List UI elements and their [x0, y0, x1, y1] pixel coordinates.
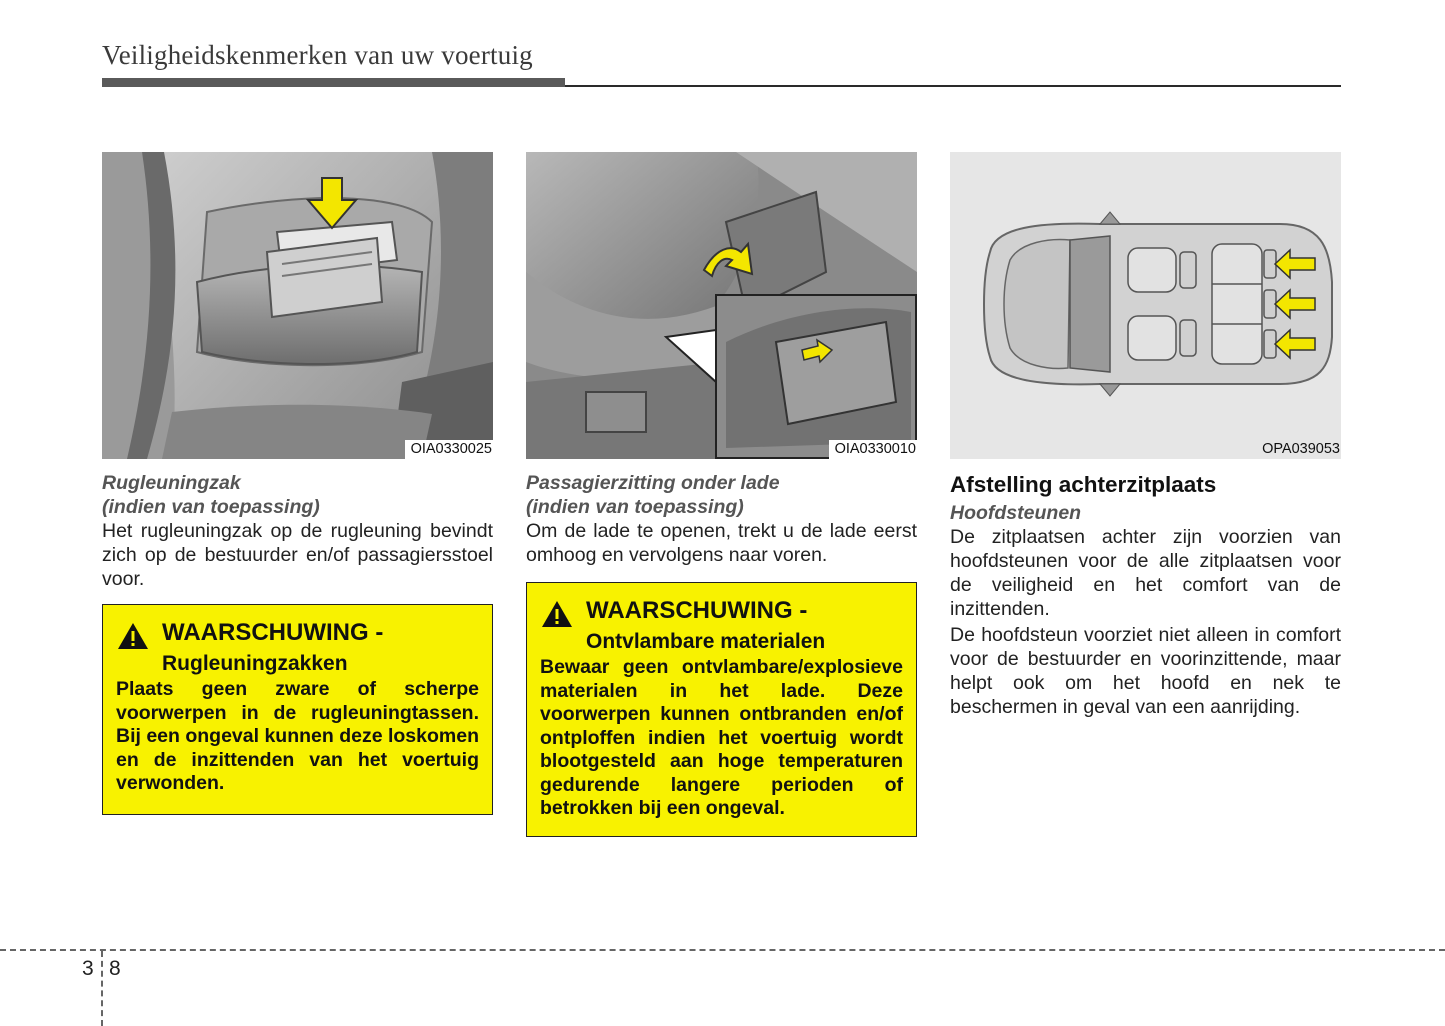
warning-text: Bewaar geen ontvlambare/explosieve materialen in het lade. Deze voorwerpen kunnen ontbranden en/of ontploffen indien het voertuig wordt blootgesteld aan hoge temperaturen gedurende langere perioden of betrokken bij een ongeval.	[540, 656, 903, 819]
subheading-note: (indien van toepassing)	[102, 496, 320, 518]
warning-triangle-icon	[116, 621, 150, 651]
warning-box	[526, 582, 917, 837]
page-number: 8	[109, 957, 121, 980]
figure-under-seat-drawer	[526, 152, 917, 459]
chapter-number: 3	[82, 957, 94, 980]
under-seat-drawer-illustration	[526, 152, 917, 459]
section-title: Afstelling achterzitplaats	[950, 472, 1217, 497]
column-under-seat-drawer	[526, 152, 917, 819]
subheading: Passagierzitting onder lade	[526, 472, 780, 494]
car-top-view-illustration	[950, 152, 1341, 459]
body-paragraph: De zitplaatsen achter zijn voorzien van hoofdsteunen voor de alle zitplaatsen voor de veiligheid en het comfort van de inzittenden.	[950, 526, 1341, 620]
warning-title: WAARSCHUWING -	[162, 619, 384, 646]
subheading-note: (indien van toepassing)	[526, 496, 744, 518]
header-bar	[102, 78, 565, 87]
column-rear-seat-adjustment	[950, 152, 1341, 719]
warning-subtitle: Ontvlambare materialen	[586, 630, 826, 653]
column-seatback-pocket	[102, 152, 493, 794]
arrow-icon	[1275, 250, 1315, 358]
figure-code: OIA0330010	[829, 440, 917, 459]
warning-subtitle: Rugleuningzakken	[162, 652, 348, 675]
figure-code: OPA039053	[1262, 441, 1340, 457]
subheading: Hoofdsteunen	[950, 502, 1082, 524]
page-header-title: Veiligheidskenmerken van uw voertuig	[102, 40, 533, 70]
body-paragraph: Om de lade te openen, trekt u de lade eerst omhoog en vervolgens naar voren.	[526, 520, 917, 566]
figure-rear-headrests	[950, 152, 1341, 459]
figure-code: OIA0330025	[405, 440, 493, 459]
footer-divider	[101, 951, 103, 1026]
subheading: Rugleuningzak	[102, 472, 241, 494]
warning-box	[102, 604, 493, 815]
body-paragraph: De hoofdsteun voorziet niet alleen in comfort voor de bestuurder en voorinzittende, maar helpt ook om het hoofd en nek te beschermen in geval van een aanrijding.	[950, 624, 1341, 718]
header-rule	[565, 85, 1341, 87]
warning-triangle-icon	[540, 599, 574, 629]
seatback-pocket-illustration	[102, 152, 493, 459]
warning-title: WAARSCHUWING -	[586, 597, 808, 624]
warning-text: Plaats geen zware of scherpe voorwerpen in de rugleuningtassen. Bij een ongeval kunnen deze loskomen en de inzittenden van het voertuig verwonden.	[116, 678, 480, 794]
footer-rule	[0, 949, 1445, 951]
body-paragraph: Het rugleuningzak op de rugleuning bevindt zich op de bestuurder en/of passagiersstoel voor.	[102, 520, 493, 590]
figure-seatback-pocket	[102, 152, 493, 459]
